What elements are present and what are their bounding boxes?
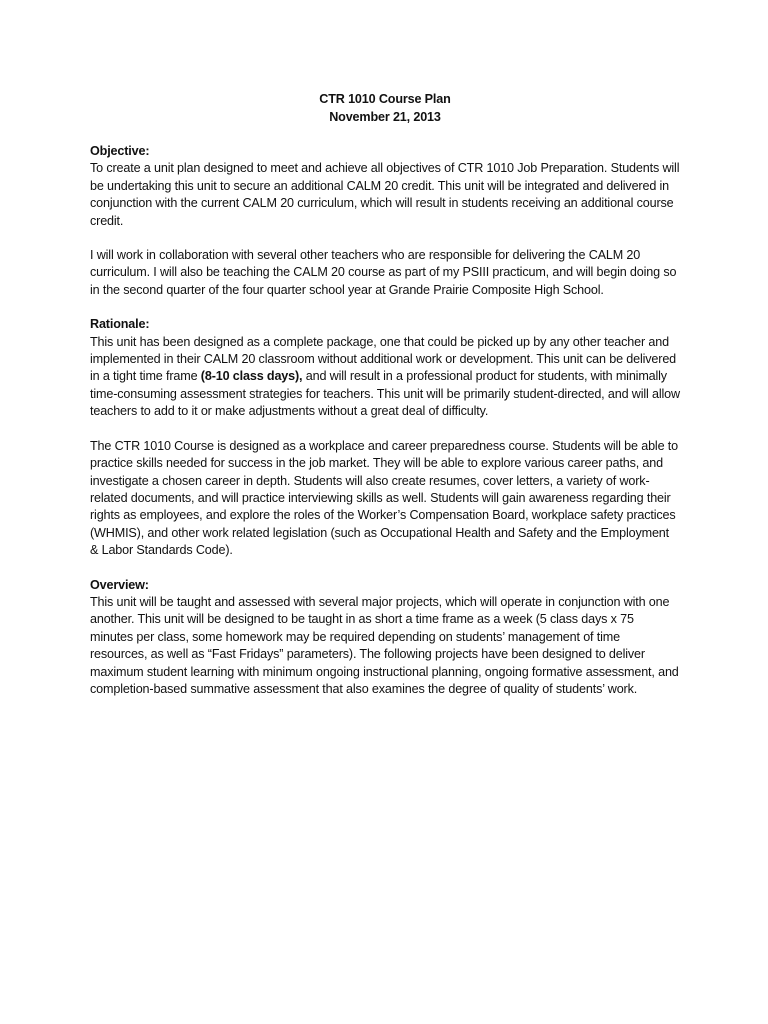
rationale-text-end: and will result in a professional product for students, with minimally time-consuming assessment strategies for teachers. This unit will be primarily student-directed, and will allow teachers to add to it or make adjustments without a great deal of difficulty. [90,369,680,419]
overview-heading: Overview: [90,577,149,592]
rationale-time-frame: (8-10 class days), [200,369,303,384]
objective-heading: Objective: [90,144,150,158]
section-rationale [90,316,680,559]
overview-paragraph-1: This unit will be taught and assessed with several major projects, which will operate in conjunction with one another. This unit will be designed to be taught in as short a time frame as a week (5 class days x 75 minutes per class, some homework may be required depending on students’ management of time resources, as well as “Fast Fridays” parameters). The following projects have been designed to deliver maximum student learning with minimum ongoing instructional planning, ongoing formative assessment, and completion-based summative assessment that also examines the degree of quality of students’ work. [90,594,679,696]
document-title: CTR 1010 Course Plan [319,92,451,106]
rationale-text-start: This unit has been designed as a complete package, one that could be picked up by any other teacher and implemented in their CALM 20 classroom without additional work or development. This unit can be delivered in a tight time frame [90,334,677,384]
objective-paragraph-2: I will work in collaboration with several other teachers who are responsible for delivering the CALM 20 curriculum. I will also be teaching the CALM 20 course as part of my PSIII practicum, and will begin doing so in the second quarter of the four quarter school year at Grande Prairie Composite High School. [90,248,677,297]
rationale-paragraph-2: The CTR 1010 Course is designed as a workplace and career preparedness course. Students will be able to practice skills needed for success in the job market. They will be able to explore various career paths, and investigate a chosen career in depth. Students will also create resumes, cover letters, a variety of work-related documents, and will practice interviewing skills as well. Students will gain awareness regarding their rights as employees, and explore the roles of the Worker’s Compensation Board, workplace safety practices (WHMIS), and other work related legislation (such as Occupational Health and Safety and the Employment & Labor Standards Code). [90,438,678,558]
section-overview [90,577,680,699]
rationale-paragraph-1 [90,334,680,421]
document-page [90,90,680,698]
section-objective [90,143,680,299]
document-date: November 21, 2013 [329,110,441,124]
title-block [90,90,680,126]
objective-paragraph-1: To create a unit plan designed to meet and achieve all objectives of CTR 1010 Job Preparation. Students will be undertaking this unit to secure an additional CALM 20 credit. This unit will be integrated and delivered in conjunction with the current CALM 20 curriculum, which will result in students receiving an additional course credit. [90,161,680,228]
rationale-heading: Rationale: [90,317,150,332]
